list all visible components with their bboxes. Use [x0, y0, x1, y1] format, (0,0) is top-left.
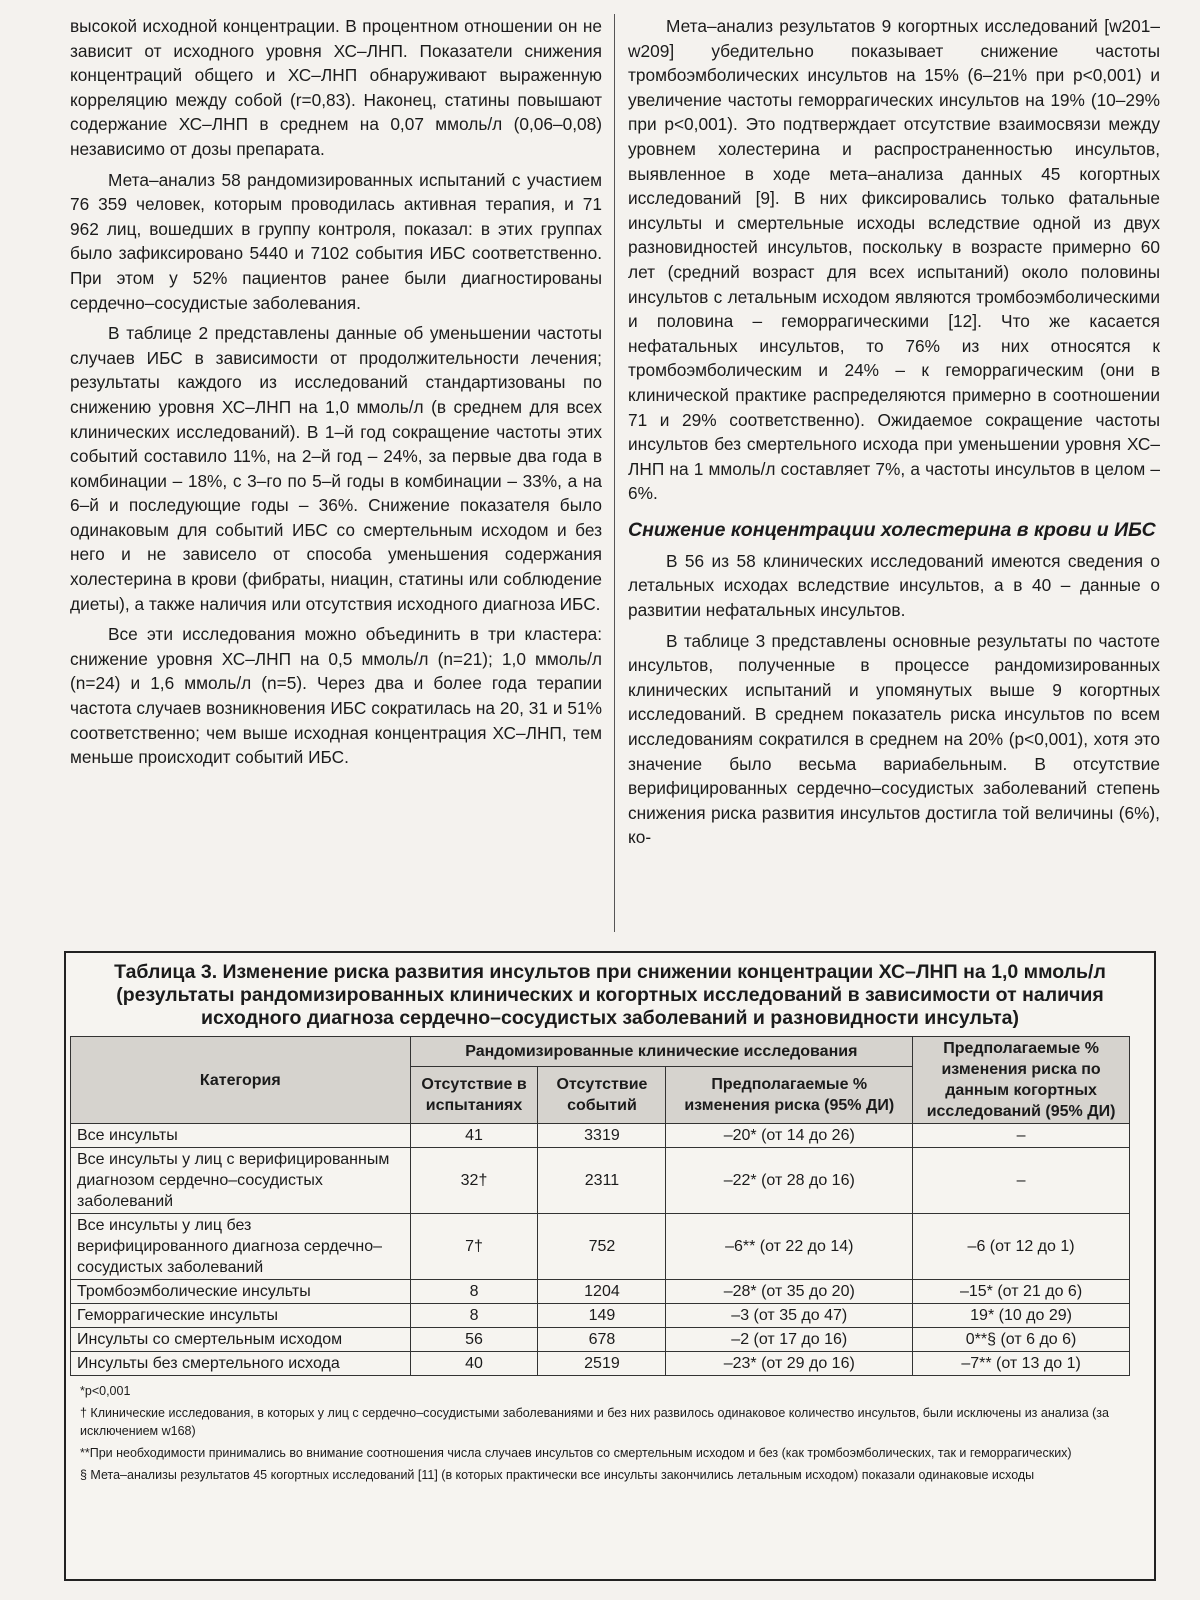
paragraph: В 56 из 58 клинических исследований имеются сведения о летальных исходах вследствие инсультов, а в 40 – данные о развитии нефатальных инсультов. — [628, 550, 1160, 621]
table-row — [71, 1124, 1130, 1148]
category-cell: Все инсульты у лиц с верифицированным диагнозом сердечно–сосудистых заболеваний — [71, 1148, 411, 1214]
header-rct-group: Рандомизированные клинические исследования — [410, 1037, 913, 1067]
footnote: § Мета–анализы результатов 45 когортных исследований [11] (в которых практически все инсульты закончились летальным исходом) показали одинаковые исходы — [80, 1468, 1035, 1482]
rct-change-cell: –28* (от 35 до 20) — [666, 1280, 913, 1304]
stroke-risk-table — [70, 1036, 1130, 1376]
footnote: *p<0,001 — [80, 1384, 131, 1398]
table-row — [71, 1280, 1130, 1304]
trials-cell: 32† — [410, 1148, 538, 1214]
header-category: Категория — [71, 1037, 411, 1124]
cohort-change-cell: –15* (от 21 до 6) — [913, 1280, 1130, 1304]
rct-change-cell: –22* (от 28 до 16) — [666, 1148, 913, 1214]
footnote: **При необходимости принимались во внимание соотношения числа случаев инсультов со смертельным исходом и без (как тромбоэмболических, так и геморрагических) — [80, 1446, 1072, 1460]
trials-cell: 8 — [410, 1304, 538, 1328]
events-cell: 3319 — [538, 1124, 666, 1148]
table-footnotes — [80, 1382, 1140, 1484]
rct-change-cell: –20* (от 14 до 26) — [666, 1124, 913, 1148]
rct-change-cell: –2 (от 17 до 16) — [666, 1328, 913, 1352]
rct-change-cell: –3 (от 35 до 47) — [666, 1304, 913, 1328]
paragraph: Все эти исследования можно объединить в три кластера: снижение уровня ХС–ЛНП на 0,5 ммоль/л (n=21); 1,0 ммоль/л (n=24) и 1,6 ммоль/л (n=5). Через два и более года терапии частота случаев возникновения ИБС сократилась на 20, 31 и 51% соответственно; чем выше исходная концентрация ХС–ЛНП, тем меньше происходит событий ИБС. — [70, 624, 602, 768]
category-cell: Инсульты со смертельным исходом — [71, 1328, 411, 1352]
cohort-change-cell: –6 (от 12 до 1) — [913, 1214, 1130, 1280]
table-row — [71, 1352, 1130, 1376]
left-text-column — [70, 14, 602, 776]
trials-cell: 7† — [410, 1214, 538, 1280]
table-row — [71, 1328, 1130, 1352]
category-cell: Все инсульты — [71, 1124, 411, 1148]
events-cell: 678 — [538, 1328, 666, 1352]
table-row — [71, 1148, 1130, 1214]
category-cell: Все инсульты у лиц без верифицированного диагноза сердечно–сосудистых заболеваний — [71, 1214, 411, 1280]
cohort-change-cell: – — [913, 1124, 1130, 1148]
paragraph: высокой исходной концентрации. В процентном отношении он не зависит от исходного уровня ХС–ЛНП. Показатели снижения концентраций общего и ХС–ЛНП обнаруживают выраженную корреляцию между собой (r=0,83). Наконец, статины повышают содержание ХС–ЛНП в среднем на 0,07 ммоль/л (0,06–0,08) независимо от дозы препарата. — [70, 16, 602, 159]
paragraph: В таблице 2 представлены данные об уменьшении частоты случаев ИБС в зависимости от продолжительности лечения; результаты каждого из исследований стандартизованы по снижению уровня ХС–ЛНП на 1,0 ммоль/л (в среднем для всех клинических исследований). В 1–й год сокращение частоты этих событий составило 11%, на 2–й год – 24%, за первые два года в комбинации – 18%, с 3–го по 5–й годы в комбинации – 33%, а на 6–й и последующие годы – 36%. Снижение показателя было одинаковым для событий ИБС со смертельным исходом и без него и не зависело от способа уменьшения содержания холестерина в крови (фибраты, ниацин, статины или соблюдение диеты), а также наличия или отсутствия исходного диагноза ИБС. — [70, 323, 602, 614]
header-absent-events: Отсутствие событий — [538, 1067, 666, 1124]
rct-change-cell: –6** (от 22 до 14) — [666, 1214, 913, 1280]
cohort-change-cell: 0**§ (от 6 до 6) — [913, 1328, 1130, 1352]
trials-cell: 40 — [410, 1352, 538, 1376]
events-cell: 2311 — [538, 1148, 666, 1214]
table-row — [71, 1304, 1130, 1328]
paragraph: Мета–анализ 58 рандомизированных испытаний с участием 76 359 человек, которым проводилась активная терапия, и 71 962 лиц, вошедших в группу контроля, показал: в этих группах было зафиксировано 5440 и 7102 события ИБС соответственно. При этом у 52% пациентов ранее были диагностированы сердечно–сосудистые заболевания. — [70, 169, 602, 313]
category-cell: Геморрагические инсульты — [71, 1304, 411, 1328]
trials-cell: 56 — [410, 1328, 538, 1352]
trials-cell: 41 — [410, 1124, 538, 1148]
header-cohort-change: Предполагаемые % изменения риска по данным когортных исследований (95% ДИ) — [913, 1037, 1130, 1124]
header-absent-trials: Отсутствие в испытаниях — [410, 1067, 538, 1124]
rct-change-cell: –23* (от 29 до 16) — [666, 1352, 913, 1376]
events-cell: 752 — [538, 1214, 666, 1280]
right-text-column — [628, 14, 1160, 856]
header-rct-change: Предполагаемые % изменения риска (95% ДИ) — [666, 1067, 913, 1124]
table-3-box — [64, 951, 1156, 1581]
table-title: Таблица 3. Изменение риска развития инсультов при снижении концентрации ХС–ЛНП на 1,0 ммоль/л (результаты рандомизированных клинических и когортных исследований в зависимости от наличия исходного диагноза сердечно–сосудистых заболеваний и разновидности инсульта) — [114, 961, 1106, 1029]
cohort-change-cell: –7** (от 13 до 1) — [913, 1352, 1130, 1376]
paragraph: В таблице 3 представлены основные результаты по частоте инсультов, полученные в процессе рандомизированных клинических испытаний и упомянутых выше 9 когортных исследований. В среднем показатель риска инсультов по всем исследованиям сократился в среднем на 20% (p<0,001), хотя это значение было весьма вариабельным. В отсутствие верифицированных сердечно–сосудистых заболеваний степень снижения риска развития инсультов достигла той величины (6%), ко- — [628, 630, 1160, 848]
category-cell: Тромбоэмболические инсульты — [71, 1280, 411, 1304]
section-heading: Снижение концентрации холестерина в крови и ИБС — [628, 518, 1156, 541]
cohort-change-cell: 19* (10 до 29) — [913, 1304, 1130, 1328]
events-cell: 2519 — [538, 1352, 666, 1376]
column-divider — [614, 14, 615, 932]
category-cell: Инсульты без смертельного исхода — [71, 1352, 411, 1376]
footnote: † Клинические исследования, в которых у лиц с сердечно–сосудистыми заболеваниями и без них развилось одинаковое количество инсультов, были исключены из анализа (за исключением w168) — [80, 1406, 1109, 1438]
events-cell: 1204 — [538, 1280, 666, 1304]
cohort-change-cell: – — [913, 1148, 1130, 1214]
events-cell: 149 — [538, 1304, 666, 1328]
table-row — [71, 1214, 1130, 1280]
trials-cell: 8 — [410, 1280, 538, 1304]
paragraph: Мета–анализ результатов 9 когортных исследований [w201–w209] убедительно показывает снижение частоты тромбоэмболических инсультов на 15% (6–21% при p<0,001) и увеличение частоты геморрагических инсультов на 19% (10–29% при p<0,001). Это подтверждает отсутствие взаимосвязи между уровнем холестерина и распространенностью инсультов, выявленное в ходе мета–анализа данных 45 когортных исследований [9]. В них фиксировались только фатальные инсульты и смертельные исходы вследствие одной из двух разновидностей инсультов, поскольку в возрасте примерно 60 лет (средний возраст для всех испытаний) около половины инсультов с летальным исходом являются тромбоэмболическими и половина – геморрагическими [12]. Что же касается нефатальных инсультов, то 76% из них относятся к тромбоэмболическим и 24% – к геморрагическим (они в клинической практике распределяются примерно в соотношении 71 и 29% соответственно). Ожидаемое сокращение частоты инсультов без смертельного исхода при уменьшении уровня ХС–ЛНП на 1 ммоль/л составляет 7%, а частоты инсультов в целом – 6%. — [628, 16, 1160, 504]
